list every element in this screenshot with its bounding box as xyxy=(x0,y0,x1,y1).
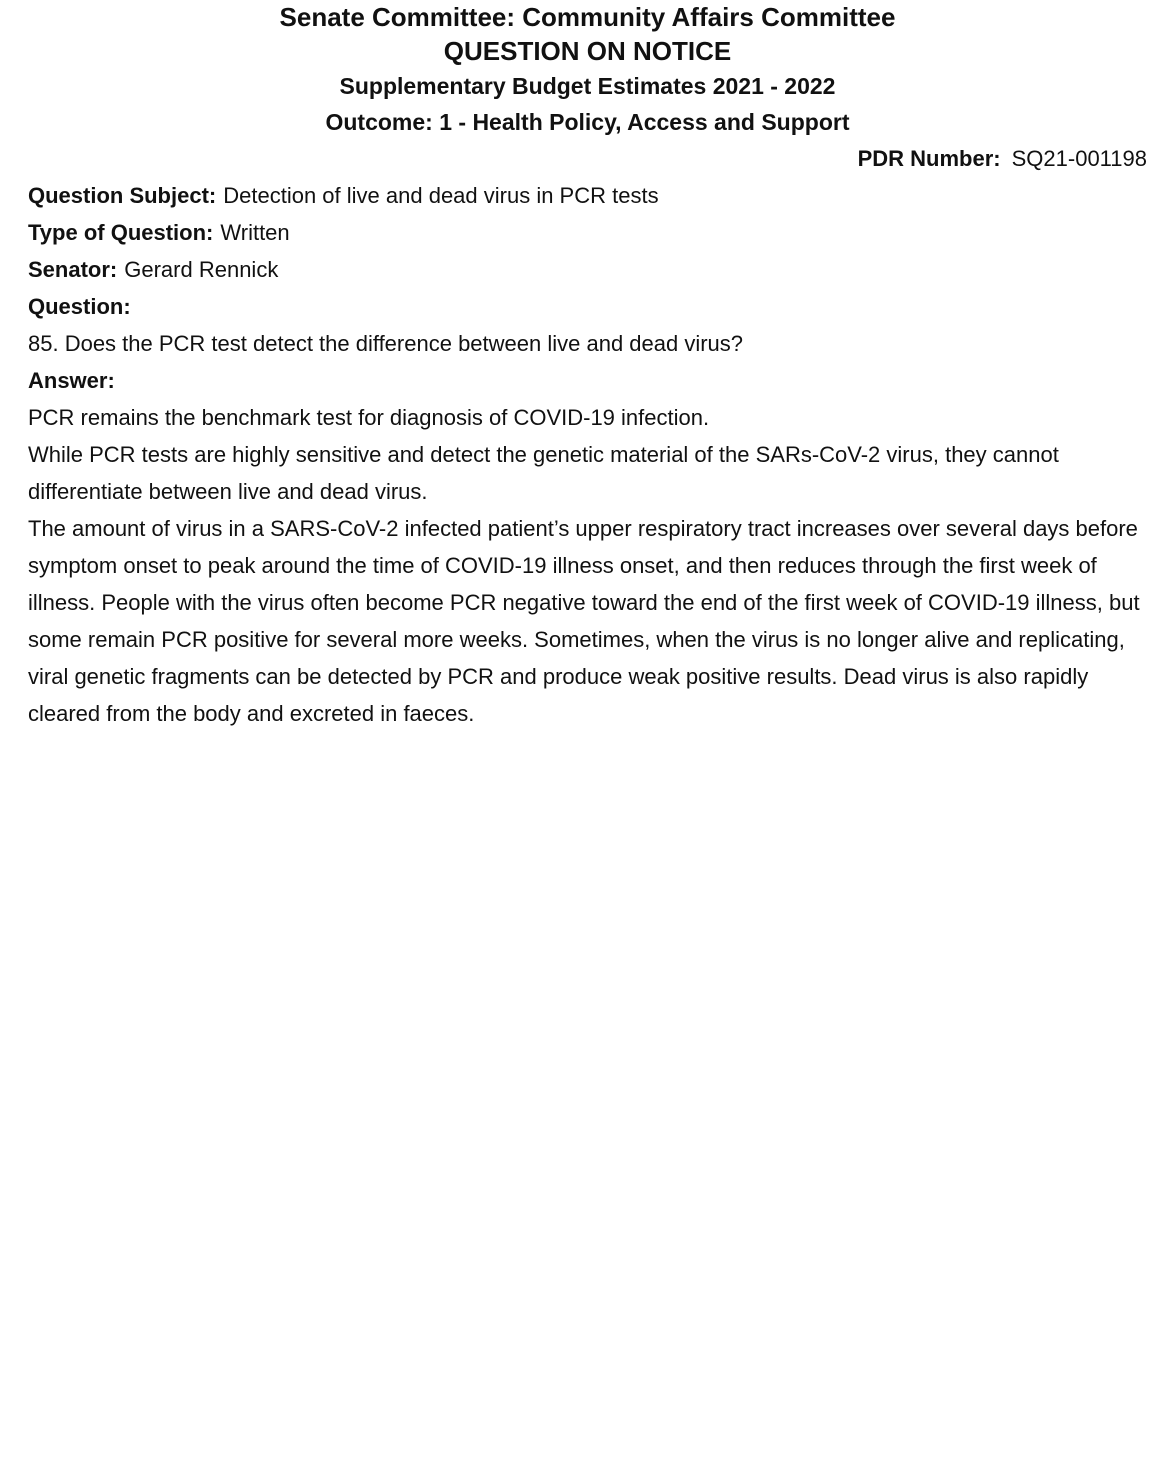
answer-section-label: Answer: xyxy=(28,368,115,393)
pdr-number-value: SQ21-001198 xyxy=(1011,146,1147,171)
answer-paragraph: PCR remains the benchmark test for diagnosis of COVID-19 infection. xyxy=(28,405,710,430)
question-section-label: Question: xyxy=(28,294,131,319)
type-of-question-line xyxy=(28,214,1147,251)
pdr-number-line xyxy=(28,140,1147,177)
senator-value: Gerard Rennick xyxy=(124,257,279,282)
estimates-heading: Supplementary Budget Estimates 2021 - 2022 xyxy=(339,73,836,99)
pdr-number-label: PDR Number: xyxy=(857,146,1001,171)
answer-paragraph: While PCR tests are highly sensitive and detect the genetic material of the SARs-CoV-2 virus, they cannot differentiate between live and dead virus. xyxy=(28,442,1059,504)
senator-line xyxy=(28,251,1147,288)
senator-label: Senator: xyxy=(28,257,118,282)
type-of-question-value: Written xyxy=(220,220,290,245)
committee-title: Senate Committee: Community Affairs Committee xyxy=(279,2,896,32)
question-subject-label: Question Subject: xyxy=(28,183,217,208)
notice-heading: QUESTION ON NOTICE xyxy=(443,36,732,66)
type-of-question-label: Type of Question: xyxy=(28,220,214,245)
outcome-heading: Outcome: 1 - Health Policy, Access and Support xyxy=(325,109,850,135)
answer-paragraph: The amount of virus in a SARS-CoV-2 infected patient’s upper respiratory tract increases over several days before symptom onset to peak around the time of COVID-19 illness onset, and then reduces through the first week of illness. People with the virus often become PCR negative toward the end of the first week of COVID-19 illness, but some remain PCR positive for several more weeks. Sometimes, when the virus is no longer alive and replicating, viral genetic fragments can be detected by PCR and produce weak positive results. Dead virus is also rapidly cleared from the body and excreted in faeces. xyxy=(28,516,1140,726)
question-subject-value: Detection of live and dead virus in PCR tests xyxy=(223,183,659,208)
question-text: 85. Does the PCR test detect the difference between live and dead virus? xyxy=(28,331,744,356)
question-subject-line xyxy=(28,177,1147,214)
